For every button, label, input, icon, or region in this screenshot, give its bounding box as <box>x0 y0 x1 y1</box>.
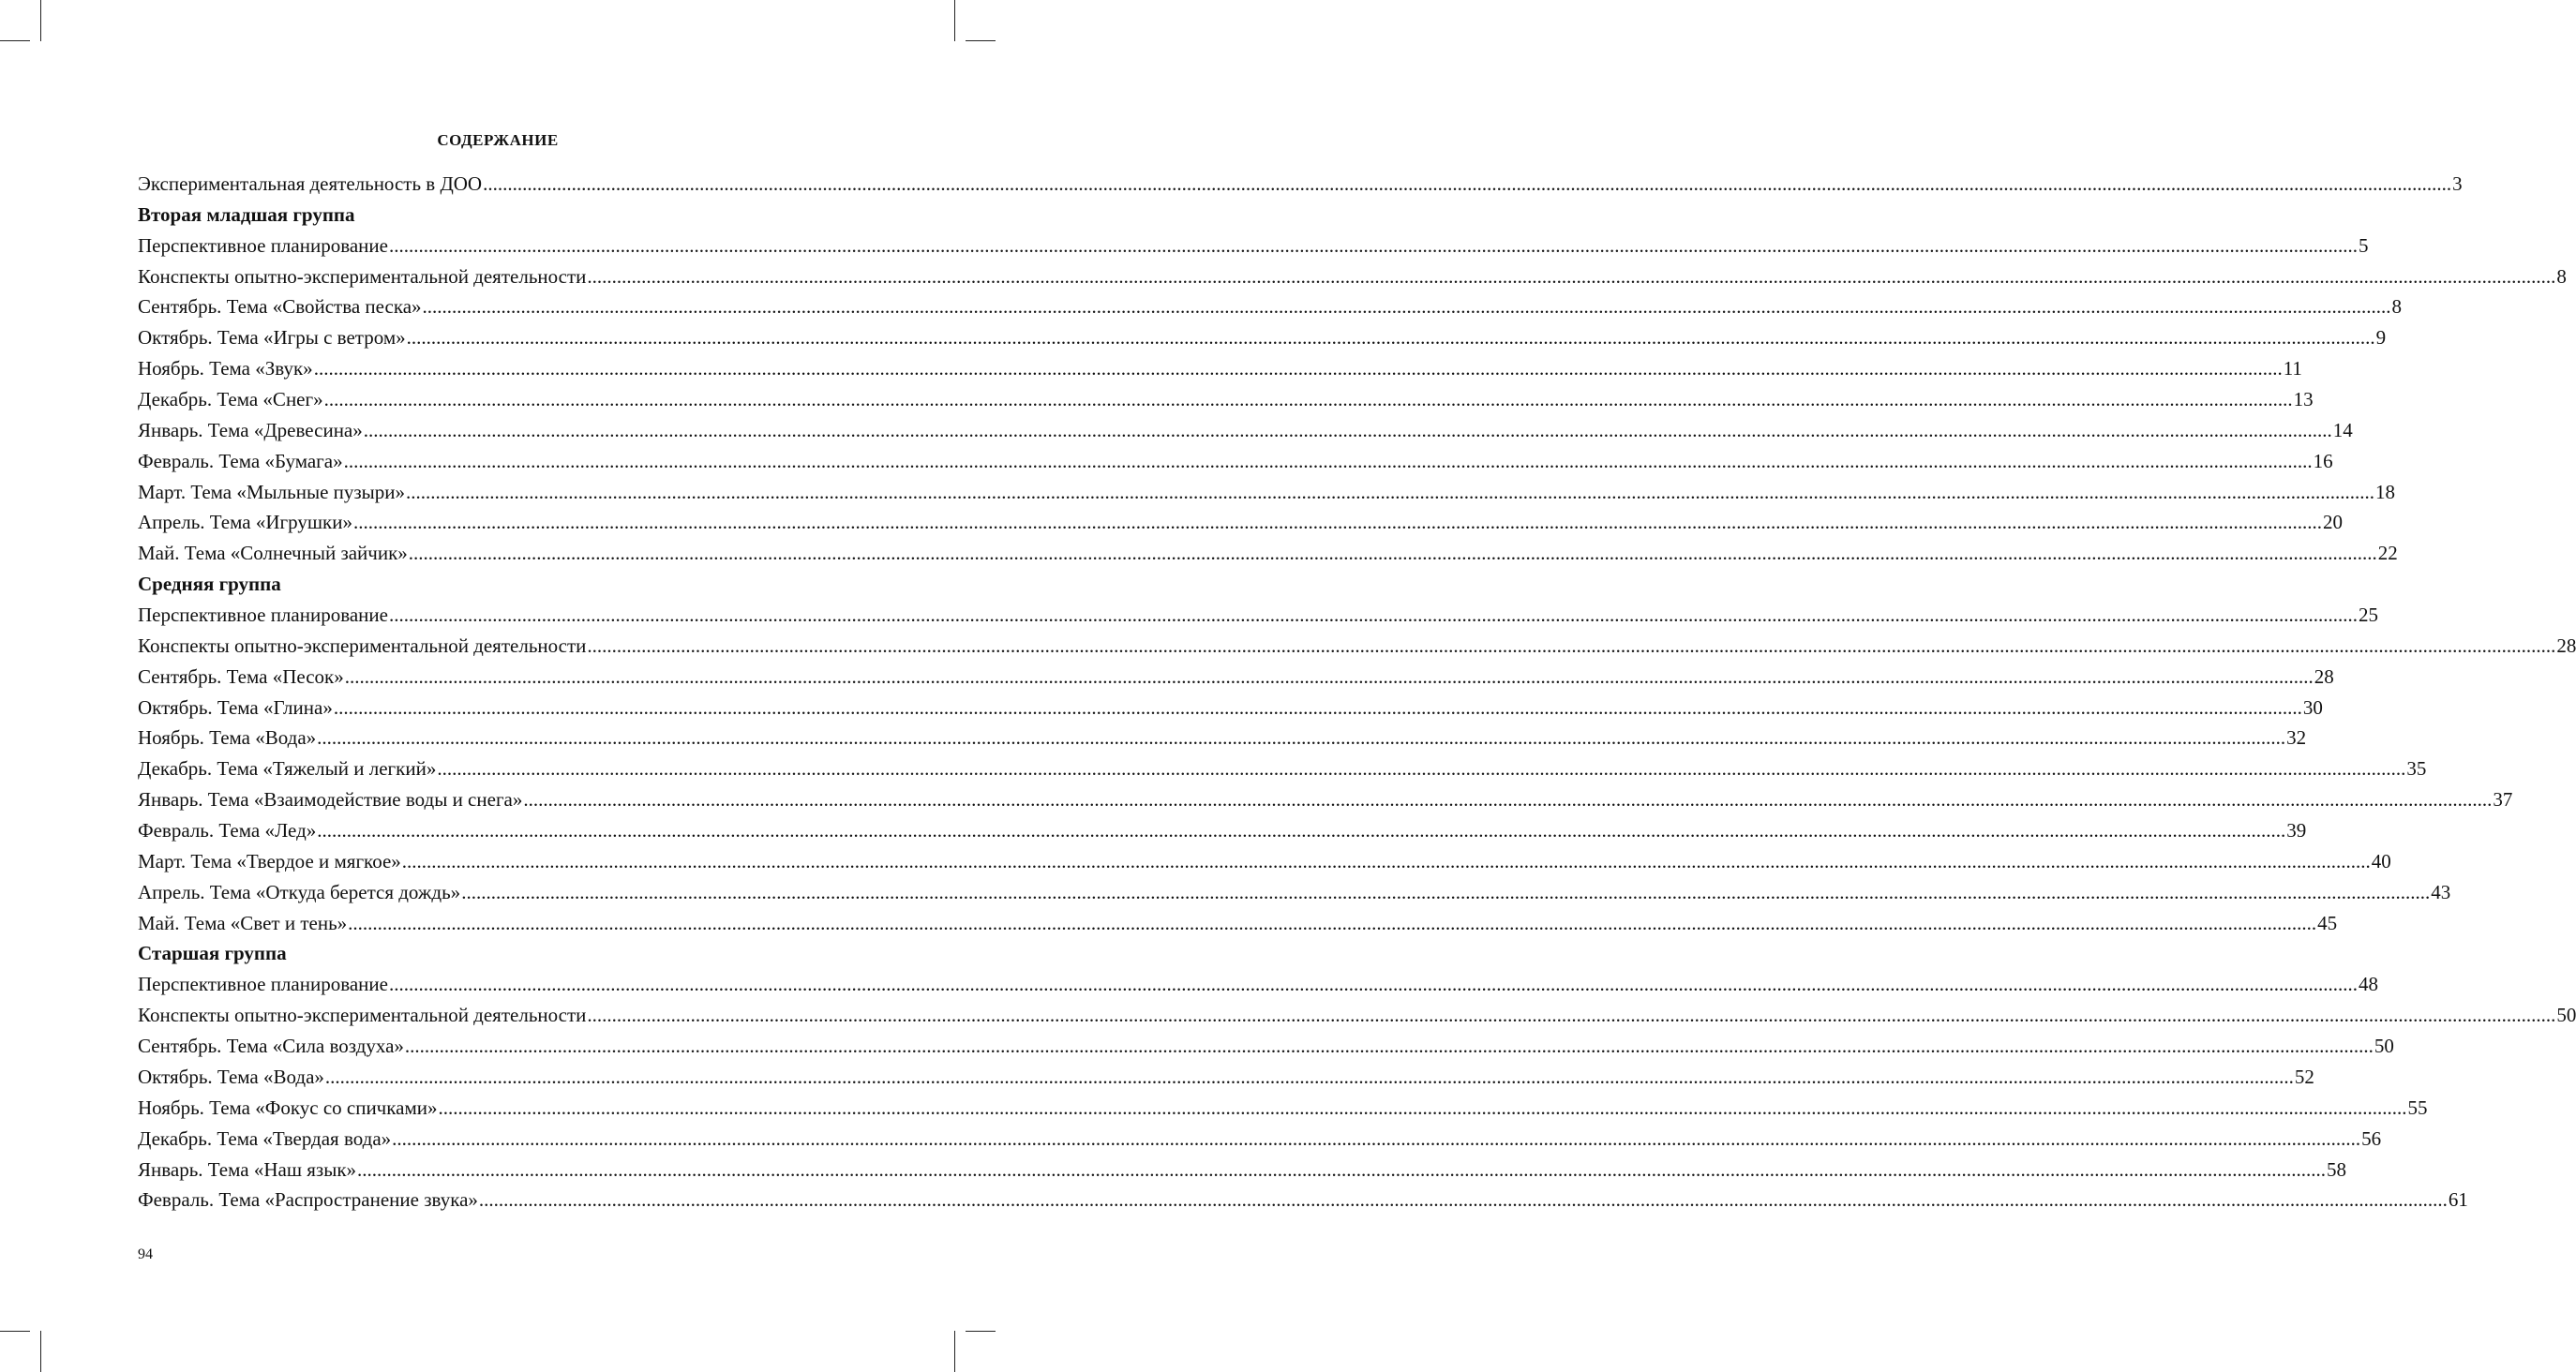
crop-mark <box>40 0 41 41</box>
toc-entry[interactable] <box>138 1155 2347 1186</box>
toc-entry-page: 37 <box>2493 788 2513 812</box>
page-title: СОДЕРЖАНИЕ <box>437 131 559 149</box>
dot-leader: ................................................................................................................................................................................................................................................................................................................................................................................................................ <box>406 326 2375 350</box>
toc-entry-page: 56 <box>2361 1126 2382 1150</box>
toc-entry-page: 14 <box>2332 418 2353 441</box>
dot-leader: ................................................................................................................................................................................................................................................................................................................................................................................................................ <box>317 726 2286 750</box>
toc-entry-title: Перспективное планирование <box>138 604 388 627</box>
dot-leader: ................................................................................................................................................................................................................................................................................................................................................................................................................ <box>587 634 2556 657</box>
crop-mark <box>966 40 996 41</box>
toc-entry-page: 35 <box>2406 757 2427 781</box>
toc-entry-page: 22 <box>2377 542 2398 565</box>
toc-entry-page: 50 <box>2556 1004 2576 1027</box>
dot-leader: ................................................................................................................................................................................................................................................................................................................................................................................................................ <box>483 172 2452 195</box>
toc-entry-page: 16 <box>2313 449 2333 472</box>
toc-entry-title: Ноябрь. Тема «Фокус со спичками» <box>138 1096 438 1119</box>
toc-entry[interactable] <box>138 1062 2314 1093</box>
toc-entry[interactable] <box>138 1093 2428 1124</box>
toc-entry-page: 28 <box>2556 634 2576 657</box>
toc-entry-title: Конспекты опытно-экспериментальной деятельности <box>138 634 587 657</box>
toc-entry-page: 45 <box>2317 911 2338 934</box>
toc-entry-page: 50 <box>2374 1035 2394 1058</box>
toc-entry-title: Октябрь. Тема «Глина» <box>138 695 333 719</box>
toc-entry-title: Февраль. Тема «Бумага» <box>138 449 343 472</box>
dot-leader: ................................................................................................................................................................................................................................................................................................................................................................................................................ <box>357 1157 2327 1181</box>
toc-entry-page: 39 <box>2286 819 2307 843</box>
toc-entry-title: Октябрь. Тема «Вода» <box>138 1065 324 1088</box>
toc-entry-page: 13 <box>2293 388 2314 411</box>
dot-leader: ................................................................................................................................................................................................................................................................................................................................................................................................................ <box>408 542 2377 565</box>
dot-leader: ................................................................................................................................................................................................................................................................................................................................................................................................................ <box>401 849 2371 872</box>
toc-entry-page: 8 <box>2391 295 2403 319</box>
toc-entry-title: Апрель. Тема «Откуда берется дождь» <box>138 880 461 903</box>
dot-leader: ................................................................................................................................................................................................................................................................................................................................................................................................................ <box>323 388 2293 411</box>
toc-entry-title: Конспекты опытно-экспериментальной деятельности <box>138 1004 587 1027</box>
toc-entry[interactable] <box>138 753 2427 784</box>
crop-mark <box>954 1331 955 1372</box>
toc-entry-page: 58 <box>2327 1157 2347 1181</box>
toc-entry[interactable] <box>138 477 2396 508</box>
toc-entry[interactable] <box>138 631 2576 662</box>
dot-leader: ................................................................................................................................................................................................................................................................................................................................................................................................................ <box>461 880 2431 903</box>
toc-entry[interactable] <box>138 507 2343 538</box>
toc-entry-title: Ноябрь. Тема «Вода» <box>138 726 317 750</box>
toc-entry-page: 8 <box>2556 264 2567 288</box>
toc-entry-page: 11 <box>2283 357 2302 380</box>
toc-entry[interactable] <box>138 723 2307 753</box>
toc-entry[interactable] <box>138 446 2333 477</box>
toc-entry[interactable] <box>138 384 2314 415</box>
dot-leader: ................................................................................................................................................................................................................................................................................................................................................................................................................ <box>348 911 2317 934</box>
toc-entry-title: Декабрь. Тема «Снег» <box>138 388 323 411</box>
dot-leader: ................................................................................................................................................................................................................................................................................................................................................................................................................ <box>587 264 2556 288</box>
toc-entry[interactable] <box>138 693 2323 723</box>
toc-entry-page: 40 <box>2371 849 2391 872</box>
table-of-contents <box>138 169 2576 1215</box>
dot-leader: ................................................................................................................................................................................................................................................................................................................................................................................................................ <box>352 511 2322 534</box>
toc-entry-title: Март. Тема «Твердое и мягкое» <box>138 849 401 872</box>
dot-leader: ................................................................................................................................................................................................................................................................................................................................................................................................................ <box>313 357 2283 380</box>
toc-entry[interactable] <box>138 1185 2468 1215</box>
dot-leader: ................................................................................................................................................................................................................................................................................................................................................................................................................ <box>392 1126 2361 1150</box>
dot-leader: ................................................................................................................................................................................................................................................................................................................................................................................................................ <box>438 1096 2407 1119</box>
toc-entry-page: 30 <box>2302 695 2323 719</box>
toc-entry[interactable] <box>138 261 2567 292</box>
toc-entry[interactable] <box>138 353 2302 384</box>
toc-entry-page: 25 <box>2358 604 2378 627</box>
toc-entry[interactable] <box>138 415 2353 446</box>
toc-entry[interactable] <box>138 169 2463 200</box>
dot-leader: ................................................................................................................................................................................................................................................................................................................................................................................................................ <box>388 973 2358 996</box>
dot-leader: ................................................................................................................................................................................................................................................................................................................................................................................................................ <box>404 1035 2374 1058</box>
toc-entry-page: 52 <box>2294 1065 2314 1088</box>
dot-leader: ................................................................................................................................................................................................................................................................................................................................................................................................................ <box>406 480 2375 503</box>
toc-entry[interactable] <box>138 784 2513 815</box>
toc-entry[interactable] <box>138 322 2387 353</box>
toc-entry[interactable] <box>138 1031 2394 1062</box>
toc-entry-page: 55 <box>2407 1096 2428 1119</box>
dot-leader: ................................................................................................................................................................................................................................................................................................................................................................................................................ <box>437 757 2406 781</box>
toc-entry[interactable] <box>138 877 2451 908</box>
toc-entry-page: 61 <box>2448 1188 2468 1212</box>
dot-leader: ................................................................................................................................................................................................................................................................................................................................................................................................................ <box>388 233 2358 257</box>
toc-entry[interactable] <box>138 1124 2382 1155</box>
toc-entry[interactable] <box>138 291 2403 322</box>
toc-entry[interactable] <box>138 600 2378 631</box>
toc-entry-title: Декабрь. Тема «Твердая вода» <box>138 1126 392 1150</box>
toc-entry-page: 43 <box>2431 880 2451 903</box>
toc-entry-title: Октябрь. Тема «Игры с ветром» <box>138 326 406 350</box>
toc-section-heading: Старшая группа <box>138 942 287 965</box>
toc-entry-page: 18 <box>2375 480 2396 503</box>
toc-entry-title: Май. Тема «Свет и тень» <box>138 911 348 934</box>
toc-section-heading: Средняя группа <box>138 573 281 596</box>
toc-entry-title: Февраль. Тема «Лед» <box>138 819 317 843</box>
toc-entry-title: Ноябрь. Тема «Звук» <box>138 357 313 380</box>
toc-section-heading: Вторая младшая группа <box>138 202 355 226</box>
toc-entry-title: Май. Тема «Солнечный зайчик» <box>138 542 408 565</box>
toc-entry-title: Сентябрь. Тема «Свойства песка» <box>138 295 422 319</box>
toc-entry-title: Февраль. Тема «Распространение звука» <box>138 1188 478 1212</box>
crop-mark <box>966 1331 996 1332</box>
crop-mark <box>0 40 30 41</box>
dot-leader: ................................................................................................................................................................................................................................................................................................................................................................................................................ <box>523 788 2493 812</box>
dot-leader: ................................................................................................................................................................................................................................................................................................................................................................................................................ <box>343 449 2313 472</box>
toc-entry[interactable] <box>138 1000 2576 1031</box>
crop-mark <box>954 0 955 41</box>
toc-entry[interactable] <box>138 908 2338 939</box>
toc-entry-title: Сентябрь. Тема «Песок» <box>138 664 344 688</box>
dot-leader: ................................................................................................................................................................................................................................................................................................................................................................................................................ <box>422 295 2391 319</box>
dot-leader: ................................................................................................................................................................................................................................................................................................................................................................................................................ <box>344 664 2314 688</box>
dot-leader: ................................................................................................................................................................................................................................................................................................................................................................................................................ <box>363 418 2332 441</box>
dot-leader: ................................................................................................................................................................................................................................................................................................................................................................................................................ <box>478 1188 2448 1212</box>
crop-mark <box>0 1331 30 1332</box>
toc-entry[interactable] <box>138 231 2369 261</box>
page-number: 94 <box>138 1246 153 1262</box>
toc-entry[interactable] <box>138 662 2334 693</box>
toc-entry-page: 32 <box>2286 726 2307 750</box>
toc-entry-title: Январь. Тема «Взаимодействие воды и снега» <box>138 788 523 812</box>
crop-mark <box>40 1331 41 1372</box>
toc-entry[interactable] <box>138 815 2307 846</box>
toc-entry[interactable] <box>138 846 2391 877</box>
dot-leader: ................................................................................................................................................................................................................................................................................................................................................................................................................ <box>324 1065 2294 1088</box>
toc-entry-title: Март. Тема «Мыльные пузыри» <box>138 480 406 503</box>
toc-entry-page: 3 <box>2452 172 2463 195</box>
toc-entry-page: 20 <box>2322 511 2343 534</box>
toc-entry-title: Апрель. Тема «Игрушки» <box>138 511 352 534</box>
dot-leader: ................................................................................................................................................................................................................................................................................................................................................................................................................ <box>333 695 2302 719</box>
toc-entry-title: Конспекты опытно-экспериментальной деятельности <box>138 264 587 288</box>
toc-entry-page: 9 <box>2375 326 2387 350</box>
toc-entry-title: Экспериментальная деятельность в ДОО <box>138 172 483 195</box>
dot-leader: ................................................................................................................................................................................................................................................................................................................................................................................................................ <box>317 819 2286 843</box>
toc-entry[interactable] <box>138 969 2378 1000</box>
toc-entry-page: 5 <box>2358 233 2369 257</box>
toc-entry-title: Декабрь. Тема «Тяжелый и легкий» <box>138 757 437 781</box>
toc-entry-title: Январь. Тема «Наш язык» <box>138 1157 357 1181</box>
toc-entry[interactable] <box>138 538 2398 569</box>
toc-entry-page: 48 <box>2358 973 2378 996</box>
toc-entry-title: Сентябрь. Тема «Сила воздуха» <box>138 1035 404 1058</box>
dot-leader: ................................................................................................................................................................................................................................................................................................................................................................................................................ <box>587 1004 2556 1027</box>
toc-entry-title: Перспективное планирование <box>138 233 388 257</box>
toc-entry-title: Январь. Тема «Древесина» <box>138 418 363 441</box>
toc-entry-title: Перспективное планирование <box>138 973 388 996</box>
dot-leader: ................................................................................................................................................................................................................................................................................................................................................................................................................ <box>388 604 2358 627</box>
toc-entry-page: 28 <box>2314 664 2334 688</box>
